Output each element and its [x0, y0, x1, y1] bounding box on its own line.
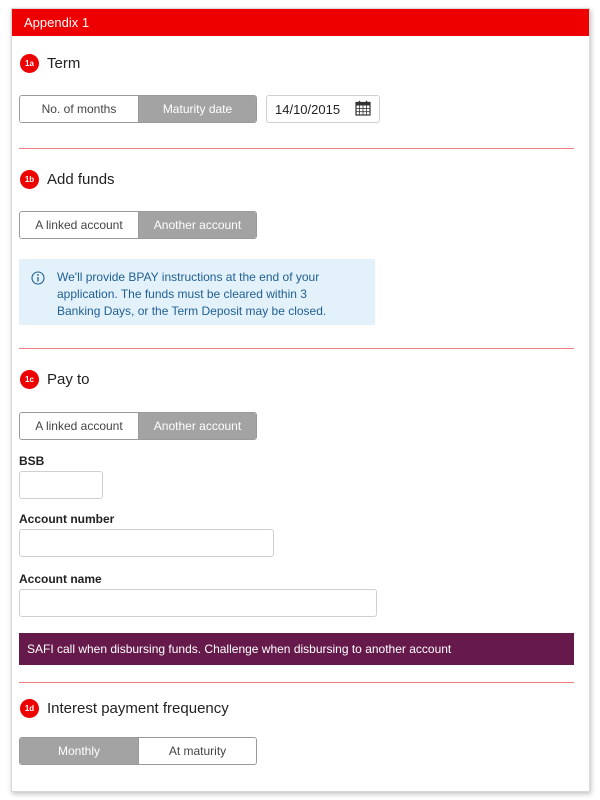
term-option-maturity-date[interactable]: Maturity date — [138, 96, 256, 122]
pay-to-toggle — [19, 412, 257, 440]
section-divider — [19, 148, 574, 149]
info-icon — [31, 269, 45, 325]
calendar-icon[interactable] — [355, 100, 371, 119]
pay-to-title: Pay to — [47, 371, 90, 388]
add-funds-toggle — [19, 211, 257, 239]
section-badge-1d: 1d — [20, 699, 39, 718]
interest-section-header — [20, 699, 229, 718]
maturity-date-field[interactable] — [266, 95, 380, 123]
maturity-date-value: 14/10/2015 — [275, 101, 341, 117]
appendix-header — [12, 9, 589, 36]
section-badge-1a: 1a — [20, 54, 39, 73]
appendix-card — [11, 8, 590, 792]
section-divider — [19, 682, 574, 683]
add-funds-title: Add funds — [47, 171, 115, 188]
interest-title: Interest payment frequency — [47, 700, 229, 717]
safi-note-banner: SAFI call when disbursing funds. Challenge when disbursing to another account — [19, 633, 574, 665]
interest-option-monthly[interactable]: Monthly — [20, 738, 138, 764]
add-funds-section-header — [20, 170, 115, 189]
interest-frequency-toggle — [19, 737, 257, 765]
section-divider — [19, 348, 574, 349]
section-badge-1b: 1b — [20, 170, 39, 189]
account-number-input[interactable] — [19, 529, 274, 557]
section-badge-1c: 1c — [20, 370, 39, 389]
account-number-label: Account number — [19, 512, 115, 526]
pay-to-option-another-account[interactable]: Another account — [138, 413, 256, 439]
bpay-info-box — [19, 259, 375, 325]
account-name-label: Account name — [19, 572, 102, 586]
appendix-title: Appendix 1 — [24, 15, 90, 30]
add-funds-option-linked-account[interactable]: A linked account — [20, 212, 138, 238]
bsb-label: BSB — [19, 454, 45, 468]
interest-option-at-maturity[interactable]: At maturity — [138, 738, 256, 764]
term-title: Term — [47, 55, 81, 72]
term-section-header — [20, 54, 80, 73]
bpay-info-text: We'll provide BPAY instructions at the end of your application. The funds must be cleared within 3 Banking Days, or the Term Deposit may be closed. — [57, 270, 327, 318]
bsb-input[interactable] — [19, 471, 103, 499]
account-name-input[interactable] — [19, 589, 377, 617]
term-option-no-of-months[interactable]: No. of months — [20, 96, 138, 122]
pay-to-option-linked-account[interactable]: A linked account — [20, 413, 138, 439]
term-toggle — [19, 95, 257, 123]
pay-to-section-header — [20, 370, 90, 389]
add-funds-option-another-account[interactable]: Another account — [138, 212, 256, 238]
